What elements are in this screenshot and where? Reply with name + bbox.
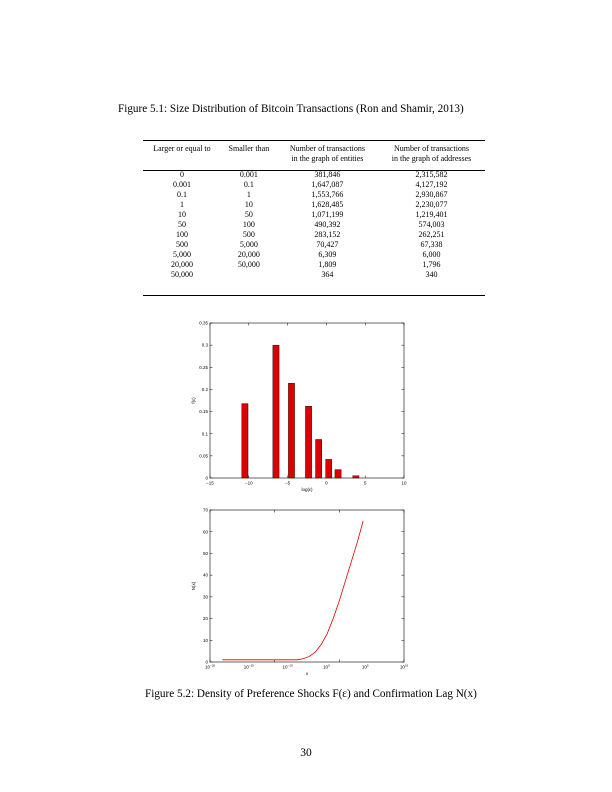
- table-bottom-rule: [143, 295, 485, 296]
- table-cell: 50: [244, 210, 253, 219]
- x-tick-label: $10^{-10}$: [282, 663, 293, 670]
- table-cell: 0.001: [172, 180, 191, 189]
- table-cell: 6,309: [318, 250, 337, 259]
- y-tick-label: 40: [202, 572, 208, 578]
- y-tick-label: 10: [202, 637, 208, 643]
- transaction-size-table: [143, 141, 485, 280]
- y-tick-label: 30: [202, 594, 208, 600]
- y-axis-label: N(x): [191, 581, 196, 591]
- table-cell: 10: [244, 200, 253, 209]
- y-axis-label: f(ε): [191, 397, 196, 404]
- table-cell: 4,127,192: [415, 180, 448, 189]
- page-number: 30: [300, 747, 312, 759]
- y-tick-label: 60: [202, 529, 208, 535]
- table-cell: 6,000: [422, 250, 441, 259]
- x-tick-label: $10^5$: [361, 663, 369, 670]
- table-cell: 1,809: [318, 260, 337, 269]
- table-header-row: [143, 141, 485, 167]
- table-cell: 70,427: [316, 240, 339, 249]
- plot-frame: [210, 510, 404, 662]
- table-cell: 574,003: [418, 220, 445, 229]
- bar: [242, 404, 248, 478]
- y-tick-label: 20: [202, 616, 208, 622]
- table-row: [143, 230, 485, 240]
- y-tick-label: 0: [205, 659, 208, 665]
- header-larger-or-equal: Larger or equal to: [153, 144, 211, 153]
- table-cell: 20,000: [170, 260, 193, 269]
- table-cell: 2,315,582: [415, 170, 448, 179]
- y-tick-label: 0.1: [201, 431, 208, 437]
- y-tick-label: 0.05: [199, 453, 208, 459]
- table-cell: 5,000: [239, 240, 258, 249]
- x-tick-label: $10^{-15}$: [243, 663, 254, 670]
- table-cell: 1: [246, 190, 251, 199]
- bar: [288, 383, 294, 478]
- table-cell: [221, 270, 277, 280]
- x-axis-label: log(ε): [301, 487, 313, 492]
- figure-5-2-caption: Figure 5.2: Density of Preference Shocks F(ε) and Confirmation Lag N(x): [145, 688, 477, 700]
- bar: [326, 459, 332, 478]
- table-cell: 1: [179, 200, 184, 209]
- table-row: [143, 167, 485, 180]
- table-cell: 20,000: [237, 250, 260, 259]
- x-tick-label: $10^0$: [323, 663, 330, 670]
- table-cell: 50,000: [170, 270, 193, 279]
- x-tick-label: 10: [401, 480, 407, 486]
- table-cell: 0.1: [243, 180, 254, 189]
- x-tick-label: −10: [244, 480, 253, 486]
- table-cell: 381,846: [314, 170, 341, 179]
- header-smaller-than: Smaller than: [228, 144, 270, 153]
- table-cell: 1,796: [422, 260, 441, 269]
- table-cell: 1,219,401: [415, 210, 448, 219]
- table-cell: 0.1: [176, 190, 187, 199]
- table-cell: 500: [242, 230, 255, 239]
- y-tick-label: 0.35: [199, 320, 208, 326]
- bar: [305, 406, 311, 478]
- y-tick-label: 0: [205, 475, 208, 481]
- table-cell: 100: [175, 230, 188, 239]
- table-row: [143, 210, 485, 220]
- table-cell: 10: [177, 210, 186, 219]
- table-cell: 1,553,766: [311, 190, 344, 199]
- bar: [316, 439, 322, 478]
- table-cell: 490,392: [314, 220, 341, 229]
- table-body: [143, 167, 485, 280]
- y-tick-label: 0.25: [199, 364, 208, 370]
- table-cell: 500: [175, 240, 188, 249]
- table-cell: 262,251: [418, 230, 445, 239]
- x-tick-label: 0: [325, 480, 328, 486]
- figure-5-1-caption: Figure 5.1: Size Distribution of Bitcoin Transactions (Ron and Shamir, 2013): [118, 103, 464, 115]
- table-cell: 283,152: [314, 230, 341, 239]
- x-axis-label: x: [305, 671, 309, 676]
- table-cell: 1,647,087: [311, 180, 344, 189]
- y-tick-label: 70: [202, 507, 208, 513]
- table-cell: 364: [321, 270, 334, 279]
- table-cell: 2,230,077: [415, 200, 448, 209]
- header-addresses: Number of transactions in the graph of addresses: [391, 144, 472, 163]
- table-cell: 67,338: [420, 240, 443, 249]
- table-row: [143, 180, 485, 190]
- x-tick-label: $10^{10}$: [399, 663, 409, 670]
- y-tick-label: 50: [202, 551, 208, 557]
- table-cell: 50: [177, 220, 186, 229]
- n-x-line: [222, 521, 363, 660]
- table-cell: 1,628,485: [311, 200, 344, 209]
- table-cell: 340: [425, 270, 438, 279]
- bar: [273, 345, 279, 478]
- y-tick-label: 0.15: [199, 409, 208, 415]
- table-cell: 2,930,867: [415, 190, 448, 199]
- table-cell: 5,000: [172, 250, 191, 259]
- confirmation-lag-line-chart: [190, 505, 415, 685]
- table-cell: 100: [242, 220, 255, 229]
- bar: [335, 470, 341, 478]
- table-cell: 50,000: [237, 260, 260, 269]
- density-bar-chart: [190, 318, 415, 498]
- table-row: [143, 270, 485, 280]
- table-row: [143, 190, 485, 200]
- table-row: [143, 240, 485, 250]
- table-row: [143, 200, 485, 210]
- header-entities: Number of transactions in the graph of entities: [289, 144, 365, 163]
- x-tick-label: $10^{-20}$: [204, 663, 216, 670]
- table-cell: 0.001: [239, 170, 258, 179]
- x-tick-label: −15: [206, 480, 214, 486]
- table-cell: 1,071,199: [311, 210, 344, 219]
- y-tick-label: 0.3: [201, 342, 208, 348]
- table-row: [143, 250, 485, 260]
- x-tick-label: −5: [285, 480, 291, 486]
- table-row: [143, 220, 485, 230]
- table-row: [143, 260, 485, 270]
- y-tick-label: 0.2: [201, 387, 208, 393]
- x-tick-label: 5: [363, 480, 367, 486]
- table-cell: 0: [179, 170, 184, 179]
- bar: [353, 476, 359, 478]
